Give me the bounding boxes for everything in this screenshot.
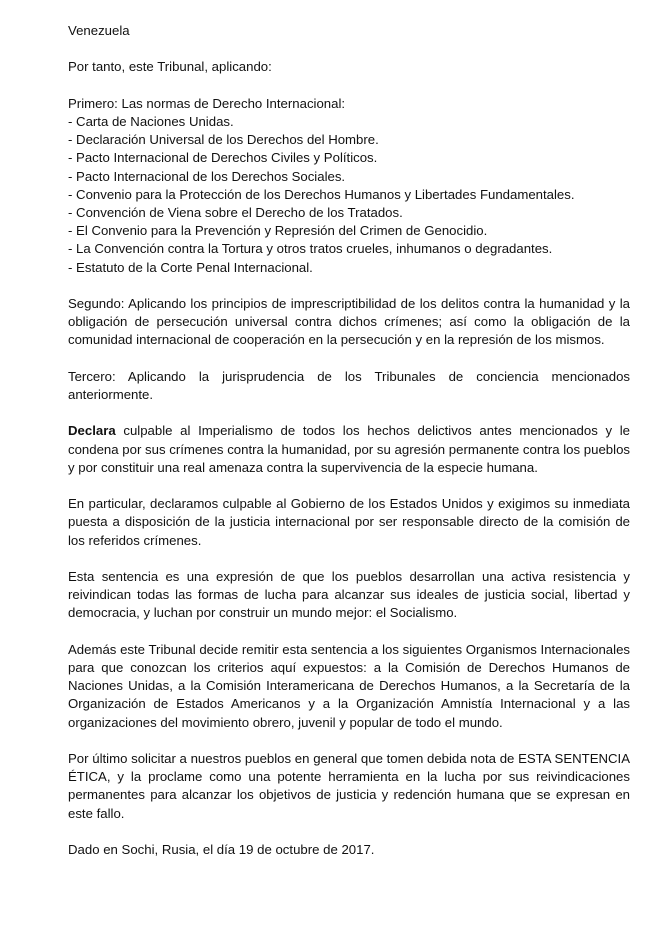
list-item: - La Convención contra la Tortura y otros tratos crueles, inhumanos o degradantes. [68,241,553,257]
list-item: - El Convenio para la Prevención y Represión del Crimen de Genocidio. [68,223,488,239]
declara-text: culpable al Imperialismo de todos los hechos delictivos antes mencionados y le condena por sus crímenes contra la humanidad, por su agresión permanente contra los pueblos y por constituir una real amenaza contra la supervivencia de la especie humana. [68,423,630,475]
en-particular-paragraph: En particular, declaramos culpable al Gobierno de los Estados Unidos y exigimos su inmediata puesta a disposición de la justicia internacional por ser responsable directo de la comisión de los referidos crímenes. [68,496,630,548]
ademas-paragraph: Además este Tribunal decide remitir esta sentencia a los siguientes Organismos Internacionales para que conozcan los criterios aquí expuestos: a la Comisión de Derechos Humanos de Naciones Unidas, a la Comisión Interamericana de Derechos Humanos, a la Secretaría de la Organización de Estados Americanos y a la Organización Amnistía Internacional y a las organizaciones del movimiento obrero, juvenil y popular de todo el mundo. [68,641,630,730]
list-item: - Estatuto de la Corte Penal Internacional. [68,259,313,275]
intro-paragraph: Por tanto, este Tribunal, aplicando: [68,59,272,75]
document-page [68,22,630,859]
list-item: - Carta de Naciones Unidas. [68,113,234,129]
dado-en-line: Dado en Sochi, Rusia, el día 19 de octubre de 2017. [68,841,375,857]
primero-heading: Primero: Las normas de Derecho Internacional: [68,95,346,111]
country-heading: Venezuela [68,23,130,38]
list-item: - Pacto Internacional de Derechos Civiles y Políticos. [68,150,378,166]
esta-sentencia-paragraph: Esta sentencia es una expresión de que los pueblos desarrollan una activa resistencia y reivindican todas las formas de lucha para alcanzar sus ideales de justicia social, libertad y democracia, y luchan por construir un mundo mejor: el Socialismo. [68,568,630,621]
list-item: - Convención de Viena sobre el Derecho de los Tratados. [68,205,403,220]
declara-bold-word: Declara [68,423,116,439]
declara-paragraph [68,422,630,477]
list-item: - Convenio para la Protección de los Derechos Humanos y Libertades Fundamentales. [68,186,575,202]
primero-section [68,95,630,277]
list-item: - Pacto Internacional de los Derechos Sociales. [68,168,346,184]
por-ultimo-paragraph: Por último solicitar a nuestros pueblos en general que tomen debida nota de ESTA SENTENCIA ÉTICA, y la proclame como una potente herramienta en la lucha por sus reivindicaciones permanentes para alcanzar los objetivos de justicia y redención humana que se expresan en este fallo. [68,750,630,821]
segundo-paragraph: Segundo: Aplicando los principios de imprescriptibilidad de los delitos contra la humanidad y la obligación de persecución universal contra dichos crímenes; así como la obligación de la comunidad internacional de cooperación en la persecución y en la represión de los mismos. [68,296,630,348]
tercero-paragraph: Tercero: Aplicando la jurisprudencia de los Tribunales de conciencia mencionados anteriormente. [68,368,630,402]
list-item: - Declaración Universal de los Derechos del Hombre. [68,132,379,148]
